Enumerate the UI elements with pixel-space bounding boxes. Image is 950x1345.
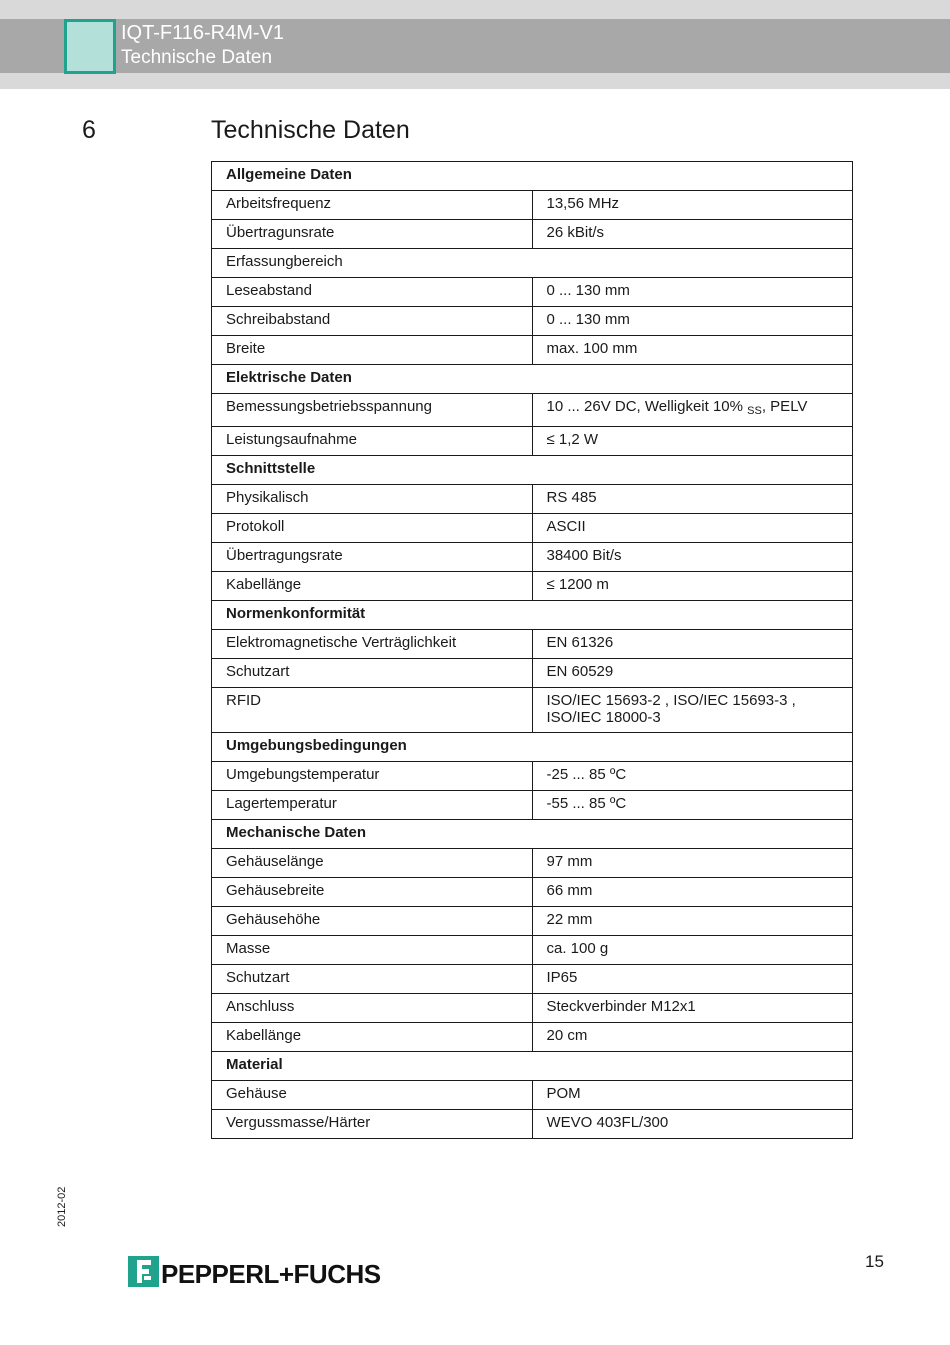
table-row [212, 688, 853, 733]
spec-value [532, 220, 853, 249]
spec-value-text: 10 ... 26V DC, Welligkeit 10% [546, 398, 743, 415]
spec-value-text: 22 mm [546, 911, 593, 928]
header-bottom-strip [0, 73, 950, 89]
table-row [212, 659, 853, 688]
table-row [212, 307, 853, 336]
table-row [212, 572, 853, 601]
spec-label: Umgebungstemperatur [212, 762, 533, 791]
table-row [212, 630, 853, 659]
spec-label: Vergussmasse/Härter [212, 1110, 533, 1139]
table-row [212, 994, 853, 1023]
spec-value [532, 688, 853, 733]
page-number: 15 [865, 1252, 884, 1271]
spec-value [532, 572, 853, 601]
spec-value-text: 13,56 MHz [546, 195, 620, 212]
spec-label: Masse [212, 936, 533, 965]
spec-value [532, 307, 853, 336]
spec-value-text: ≤ 1,2 W [546, 431, 599, 448]
spec-label: Bemessungsbetriebsspannung [212, 394, 533, 427]
spec-value [532, 336, 853, 365]
table-row [212, 220, 853, 249]
table-row [212, 514, 853, 543]
document-date: 2012-02 [56, 1186, 68, 1227]
spec-value [532, 762, 853, 791]
logo-text: PEPPERL+FUCHS [161, 1259, 381, 1289]
header-accent-square [64, 19, 116, 74]
spec-value [532, 394, 853, 427]
spec-value-text: POM [546, 1085, 581, 1102]
spec-label: Lagertemperatur [212, 791, 533, 820]
spec-label: Kabellänge [212, 1023, 533, 1052]
spec-value [532, 907, 853, 936]
table-section-header [212, 733, 853, 762]
spec-value-text: -55 ... 85 ºC [546, 795, 627, 812]
table-row [212, 965, 853, 994]
spec-value-text: 97 mm [546, 853, 593, 870]
table-section-header [212, 365, 853, 394]
spec-value-text: WEVO 403FL/300 [546, 1114, 669, 1131]
document-subtitle: Technische Daten [121, 47, 273, 68]
spec-label: Übertragunsrate [212, 220, 533, 249]
table-row [212, 249, 853, 278]
spec-label: Gehäusehöhe [212, 907, 533, 936]
table-row [212, 1081, 853, 1110]
spec-value [532, 878, 853, 907]
table-row [212, 762, 853, 791]
group-label: Erfassungbereich [212, 249, 853, 278]
section-header-label: Elektrische Daten [212, 365, 853, 394]
spec-value-text: ca. 100 g [546, 940, 609, 957]
spec-value-text: 0 ... 130 mm [546, 282, 630, 299]
table-row [212, 485, 853, 514]
section-title: Technische Daten [211, 116, 410, 144]
spec-value-subscript: SS [747, 405, 762, 417]
section-header-label: Mechanische Daten [212, 820, 853, 849]
spec-label: Schreibabstand [212, 307, 533, 336]
spec-value [532, 191, 853, 220]
spec-value-text: ISO/IEC 15693-2 , ISO/IEC 15693-3 , [546, 692, 796, 709]
table-section-header [212, 162, 853, 191]
spec-value-line2: ISO/IEC 18000-3 [546, 709, 661, 726]
table-row [212, 427, 853, 456]
table-row [212, 1110, 853, 1139]
spec-label: Kabellänge [212, 572, 533, 601]
section-header-label: Normenkonformität [212, 601, 853, 630]
spec-value-text: EN 60529 [546, 663, 614, 680]
spec-label: Anschluss [212, 994, 533, 1023]
spec-value [532, 485, 853, 514]
header-top-strip [0, 0, 950, 19]
spec-label: Gehäuselänge [212, 849, 533, 878]
spec-value [532, 849, 853, 878]
spec-value-text: 20 cm [546, 1027, 588, 1044]
table-section-header [212, 820, 853, 849]
spec-label: Übertragungsrate [212, 543, 533, 572]
spec-value-suffix: , PELV [761, 398, 808, 415]
spec-value-text: Steckverbinder M12x1 [546, 998, 696, 1015]
pepperl-fuchs-logo-icon [128, 1256, 159, 1287]
spec-label: Gehäuse [212, 1081, 533, 1110]
spec-value [532, 936, 853, 965]
table-section-header [212, 456, 853, 485]
table-row [212, 336, 853, 365]
table-row [212, 878, 853, 907]
table-row [212, 791, 853, 820]
spec-label: Leseabstand [212, 278, 533, 307]
spec-value-text: 38400 Bit/s [546, 547, 622, 564]
spec-value [532, 1081, 853, 1110]
section-header-label: Allgemeine Daten [212, 162, 853, 191]
table-section-header [212, 601, 853, 630]
table-row [212, 543, 853, 572]
spec-value [532, 427, 853, 456]
spec-value [532, 659, 853, 688]
spec-label: Schutzart [212, 659, 533, 688]
spec-value [532, 994, 853, 1023]
section-header-label: Umgebungsbedingungen [212, 733, 853, 762]
spec-label: Physikalisch [212, 485, 533, 514]
spec-label: Gehäusebreite [212, 878, 533, 907]
section-number: 6 [82, 116, 96, 144]
spec-value-text: IP65 [546, 969, 578, 986]
spec-value [532, 514, 853, 543]
table-row [212, 1023, 853, 1052]
spec-value-text: -25 ... 85 ºC [546, 766, 627, 783]
table-row [212, 394, 853, 427]
table-row [212, 849, 853, 878]
document-title: IQT-F116-R4M-V1 [121, 22, 284, 44]
table-row [212, 907, 853, 936]
spec-label: Breite [212, 336, 533, 365]
spec-value-text: EN 61326 [546, 634, 614, 651]
spec-label: RFID [212, 688, 533, 733]
table-row [212, 278, 853, 307]
spec-value [532, 278, 853, 307]
spec-value [532, 1023, 853, 1052]
spec-value-text: ≤ 1200 m [546, 576, 609, 593]
spec-value-text: 66 mm [546, 882, 593, 899]
spec-value [532, 791, 853, 820]
table-row [212, 936, 853, 965]
spec-value [532, 1110, 853, 1139]
spec-label: Elektromagnetische Verträglichkeit [212, 630, 533, 659]
spec-value-text: RS 485 [546, 489, 597, 506]
section-header-label: Schnittstelle [212, 456, 853, 485]
spec-label: Schutzart [212, 965, 533, 994]
spec-label: Protokoll [212, 514, 533, 543]
spec-value [532, 965, 853, 994]
spec-value [532, 630, 853, 659]
spec-value-text: max. 100 mm [546, 340, 638, 357]
spec-value-text: 26 kBit/s [546, 224, 605, 241]
spec-value-text: ASCII [546, 518, 586, 535]
spec-label: Leistungsaufnahme [212, 427, 533, 456]
spec-value [532, 543, 853, 572]
table-row [212, 191, 853, 220]
spec-value-text: 0 ... 130 mm [546, 311, 630, 328]
section-header-label: Material [212, 1052, 853, 1081]
specification-table [211, 161, 853, 1139]
table-section-header [212, 1052, 853, 1081]
spec-label: Arbeitsfrequenz [212, 191, 533, 220]
